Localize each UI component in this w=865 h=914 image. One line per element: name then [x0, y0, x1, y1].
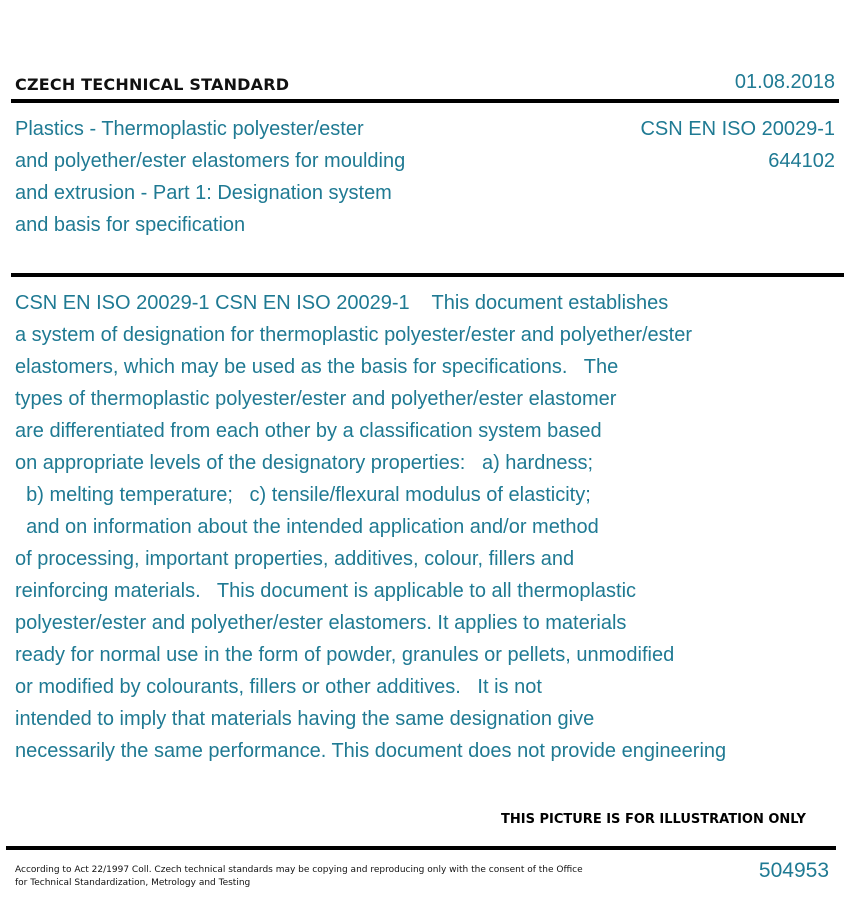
abstract-line: ready for normal use in the form of powder, granules or pellets, unmodified	[15, 644, 675, 666]
title-line: and extrusion - Part 1: Designation system	[15, 182, 392, 204]
document-code: 504953	[758, 859, 829, 882]
abstract-line: are differentiated from each other by a classification system based	[15, 420, 602, 442]
abstract-line: b) melting temperature; c) tensile/flexural modulus of elasticity;	[15, 484, 591, 506]
abstract-line: polyester/ester and polyether/ester elastomers. It applies to materials	[15, 612, 627, 634]
abstract-line: on appropriate levels of the designatory properties: a) hardness;	[15, 452, 594, 474]
abstract-line: and on information about the intended application and/or method	[15, 516, 599, 538]
abstract-line: necessarily the same performance. This document does not provide engineering	[15, 740, 727, 762]
document-title	[15, 113, 405, 241]
document-identifiers	[640, 113, 835, 177]
abstract-line: intended to imply that materials having the same designation give	[15, 708, 595, 730]
abstract-line: types of thermoplastic polyester/ester and polyether/ester elastomer	[15, 388, 617, 410]
catalog-number: 644102	[768, 150, 835, 172]
abstract-line: of processing, important properties, additives, colour, fillers and	[15, 548, 575, 570]
abstract-line: reinforcing materials. This document is applicable to all thermoplastic	[15, 580, 637, 602]
publication-date: 01.08.2018	[734, 71, 835, 93]
title-divider	[11, 273, 844, 277]
legal-line: According to Act 22/1997 Coll. Czech technical standards may be copying and reproducing only with the consent of the Office	[15, 865, 583, 875]
abstract-line: or modified by colourants, fillers or other additives. It is not	[15, 676, 542, 698]
legal-notice	[15, 864, 583, 890]
header-label: CZECH TECHNICAL STANDARD	[15, 75, 290, 94]
abstract-text	[15, 287, 726, 767]
title-line: and basis for specification	[15, 214, 246, 236]
abstract-line: elastomers, which may be used as the basis for specifications. The	[15, 356, 619, 378]
title-line: Plastics - Thermoplastic polyester/ester	[15, 118, 364, 140]
standard-number: CSN EN ISO 20029-1	[640, 118, 835, 140]
header-divider	[11, 99, 839, 103]
abstract-line: CSN EN ISO 20029-1 CSN EN ISO 20029-1 This document establishes	[15, 292, 669, 314]
title-line: and polyether/ester elastomers for moulding	[15, 150, 406, 172]
legal-line: for Technical Standardization, Metrology and Testing	[15, 878, 251, 888]
illustration-note: THIS PICTURE IS FOR ILLUSTRATION ONLY	[501, 812, 806, 827]
footer-divider	[6, 846, 836, 850]
abstract-line: a system of designation for thermoplastic polyester/ester and polyether/ester	[15, 324, 693, 346]
